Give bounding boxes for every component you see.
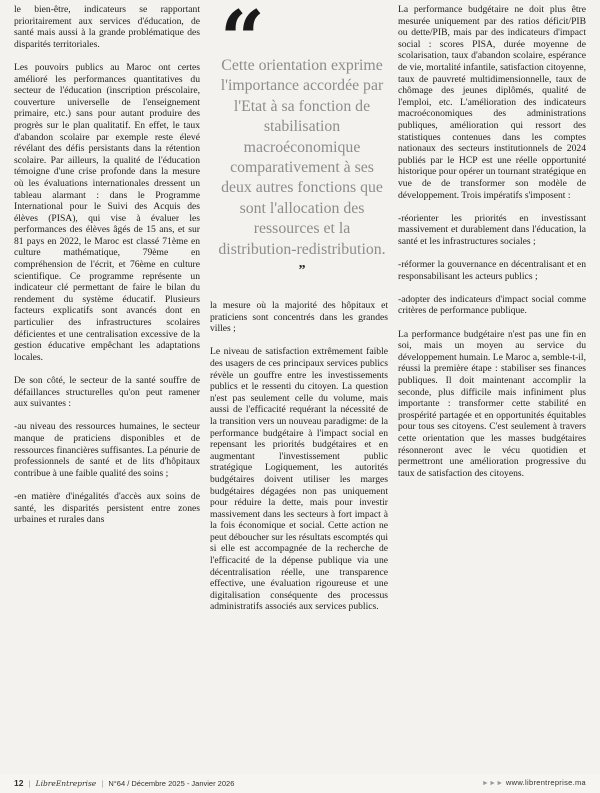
paragraph: -adopter des indicateurs d'impact social comme critères de performance publique. (398, 293, 586, 317)
article-column-1 (14, 4, 200, 537)
footer-right (482, 778, 586, 787)
footer-left (14, 778, 234, 788)
paragraph: la mesure où la majorité des hôpitaux et praticiens sont concentrés dans les grandes villes ; (210, 300, 388, 335)
paragraph: Les pouvoirs publics au Maroc ont certes amélioré les performances quantitatives du secteur de l'éducation (inscription préscolaire, couverture universelle de l'enseignement primaire, etc.) sans pour autant produire des progrès sur le plan qualitatif. En effet, le taux d'abandon scolaire par exemple reste élevé révélant des défis persistants dans la rétention scolaire. Par ailleurs, la qualité de l'éducation témoigne d'une crise profonde dans la mesure où les évaluations internationales dressent un tableau alarmant : dans le Programme International pour le Suivi des Acquis des élèves (PISA), qui vise à évaluer les performances des élèves âgés de 15 ans, et sur 81 pays en 2022, le Maroc est classé 71ème en culture mathématique, 79ème en compréhension de l'écrit, et 76ème en culture scientifique. Ce programme représente un indicateur clé permettant de faire le bilan du rendement du système éducatif. Plusieurs facteurs explicatifs sont avancés dont en particulier des infrastructures scolaires déficientes et une centralisation excessive de la gestion éducative empêchant les adaptations locales. (14, 61, 200, 363)
footer-separator: | (28, 779, 31, 788)
paragraph: La performance budgétaire ne doit plus être mesurée uniquement par des ratios déficit/PIB ou dette/PIB, mais par des indicateurs d'impact social : scores PISA, durée moyenne de scolarisation, taux d'abandon scolaire, espérance de vie, mortalité infantile, satisfaction citoyenne, taux de pauvreté multidimensionnelle, taux de chômage des jeunes diplômés, qualité de l'emploi, etc. L'amélioration des indicateurs macroéconomiques des administrations publiques, amélioration qui ressort des statistiques contenues dans les comptes nationaux des secteurs institutionnels de 2024 publiés par le HCP est une réelle opportunité historique pour opérer un tournant stratégique en vue de de transformer son modèle de développement. Trois impératifs s'imposent : (398, 4, 586, 201)
pull-quote (210, 0, 388, 294)
paragraph: De son côté, le secteur de la santé souffre de défaillances structurelles qu'on peut ramener aux suivantes : (14, 375, 200, 410)
quote-close-icon: ” (298, 263, 306, 279)
article-column-2 (210, 300, 388, 625)
paragraph: -réformer la gouvernance en décentralisant et en responsabilisant les acteurs publics ; (398, 259, 586, 282)
magazine-brand: LibreEntreprise (35, 779, 97, 788)
pull-quote-text: Cette orientation exprime l'importance accordée par l'Etat à sa fonction de stabilisation macroéconomique comparativement à ses deux autres fonctions que sont l'allocation des ressources et la distribution-redistribution. (218, 57, 386, 258)
page-number: 12 (14, 778, 24, 788)
paragraph: -en matière d'inégalités d'accès aux soins de santé, les disparités persistent entre zones urbaines et rurales dans (14, 490, 200, 526)
issue-info: N°64 / Décembre 2025 - Janvier 2026 (108, 779, 235, 788)
paragraph: -au niveau des ressources humaines, le secteur manque de praticiens disponibles et de ressources financières suffisantes. La pénurie de professionnels de santé et de lits d'hôpitaux contribue à une faible qualité des soins ; (14, 421, 200, 479)
page-footer (0, 774, 600, 793)
footer-separator: | (101, 779, 104, 788)
pull-quote-body (218, 56, 386, 281)
paragraph: Le niveau de satisfaction extrêmement faible des usagers de ces principaux services publics révèle un gouffre entre les investissements publics et le ressenti du citoyen. La question n'est pas seulement celle du volume, mais aussi de l'efficacité requérant la nécessité de la transition vers un nouveau paradigme: de la performance budgétaire à l'impact social en repensant les priorités budgétaires et en augmentant l'investissement public stratégique Logiquement, les autorités budgétaires doivent utiliser les marges budgétaires dégagées non pas uniquement pour réduire la dette, mais pour investir massivement dans les secteurs à fort impact à la fois économique et social. Cette action ne peut déboucher sur les résultats escomptés qui si elle est accompagnée de la recherche de l'efficacité de la dépense publique via une décentralisation réelle, une transparence effective, une évaluation rigoureuse et une digitalisation conséquente des processus administratifs associés aux services publics. (210, 346, 388, 613)
article-column-3 (398, 4, 586, 491)
arrows-icon: ►►► (481, 780, 504, 787)
paragraph: La performance budgétaire n'est pas une fin en soi, mais un moyen au service du développement humain. Le Maroc a, semble-t-il, réussi la première étape : stabiliser ses finances publiques. Il doit maintenant accomplir la seconde, plus difficile mais infiniment plus importante : transformer cette stabilité en prospérité partagée et en opportunités équitables pour tous ses citoyens. C'est seulement à travers cette orientation que les masses budgétaires résonneront avec le vécu quotidien et permettront une amélioration progressive du taux de satisfaction des citoyens. (398, 328, 586, 479)
paragraph: le bien-être, indicateurs se rapportant prioritairement aux services d'éducation, de santé mais aussi à la grande problématique des disparités territoriales. (14, 4, 200, 50)
website-link[interactable]: www.librentreprise.ma (505, 778, 586, 787)
quote-mark-icon: “ (220, 0, 257, 85)
paragraph: -réorienter les priorités en investissant massivement et durablement dans l'éducation, la santé et les infrastructures sociales ; (398, 212, 586, 247)
